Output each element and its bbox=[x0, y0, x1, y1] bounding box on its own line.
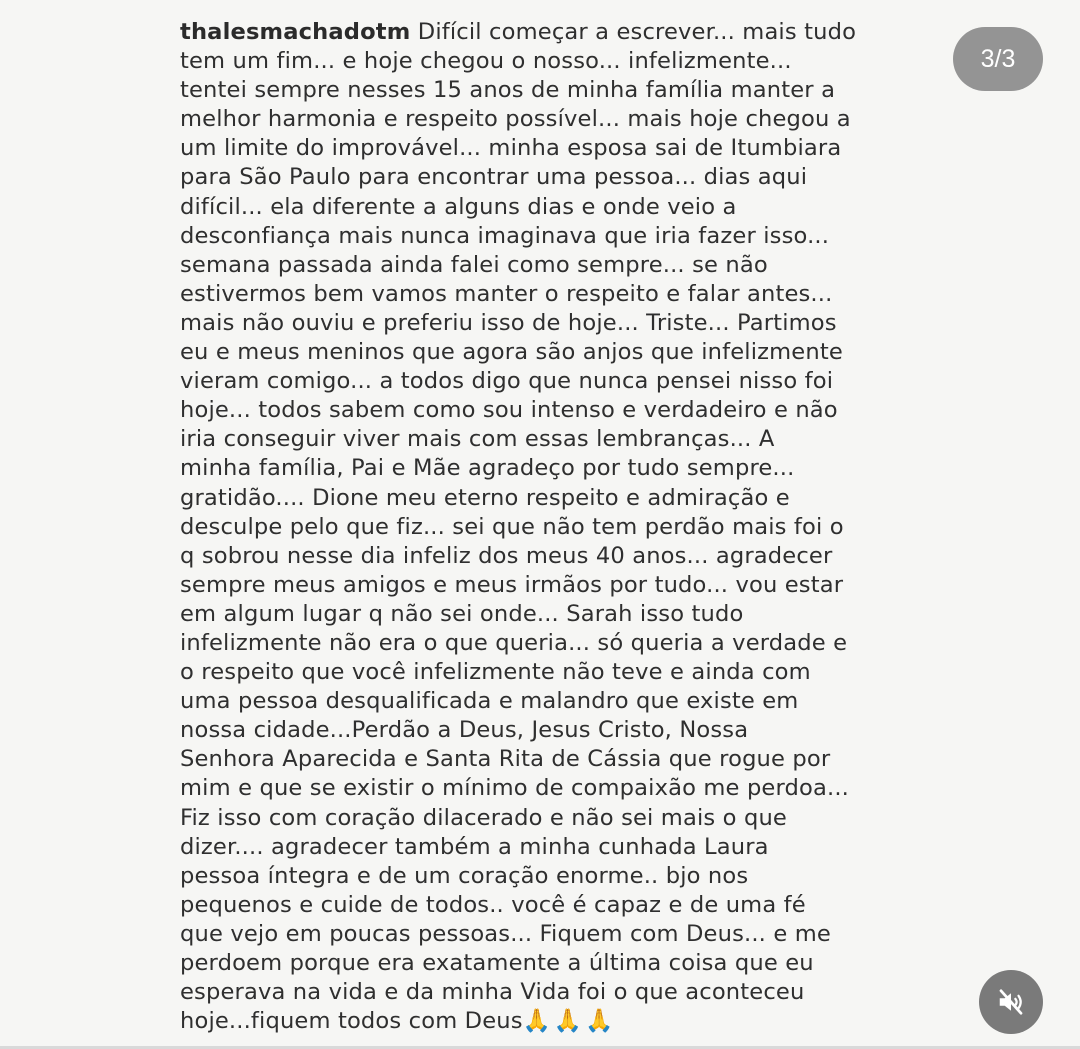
speaker-muted-icon bbox=[996, 987, 1026, 1017]
praying-hands-emoji: 🙏🙏🙏 bbox=[522, 1008, 617, 1035]
caption-lines bbox=[180, 47, 910, 1007]
caption-line: sempre meus amigos e meus irmãos por tudo... vou estar bbox=[180, 571, 844, 598]
caption-line: uma pessoa desqualificada e malandro que existe em bbox=[180, 688, 799, 715]
caption-line: um limite do improvável... minha esposa sai de Itumbiara bbox=[180, 135, 842, 162]
caption-line: perdoem porque era exatamente a última coisa que eu bbox=[180, 950, 814, 976]
caption-line: em algum lugar q não sei onde... Sarah isso tudo bbox=[180, 600, 744, 627]
caption-line: Fiz isso com coração dilacerado e não sei mais o que bbox=[180, 804, 787, 831]
caption-line: infelizmente não era o que queria... só queria a verdade e bbox=[180, 629, 848, 656]
caption-line: mais não ouviu e preferiu isso de hoje... Triste... Partimos bbox=[180, 309, 837, 336]
caption-first-line bbox=[180, 18, 910, 47]
caption-last-line bbox=[180, 1007, 910, 1036]
caption-line: hoje... todos sabem como sou intenso e verdadeiro e não bbox=[180, 397, 838, 424]
caption-line: para São Paulo para encontrar uma pessoa... dias aqui bbox=[180, 164, 808, 191]
caption-line: desculpe pelo que fiz... sei que não tem perdão mais foi o bbox=[180, 513, 844, 540]
caption-line: o respeito que você infelizmente não teve e ainda com bbox=[180, 659, 811, 686]
caption-line: dizer.... agradecer também a minha cunhada Laura bbox=[180, 833, 769, 860]
caption-text: hoje...fiquem todos com Deus bbox=[180, 1008, 523, 1035]
caption-line: melhor harmonia e respeito possível... mais hoje chegou a bbox=[180, 106, 851, 133]
caption-line: semana passada ainda falei como sempre... se não bbox=[180, 251, 768, 278]
caption-line: esperava na vida e da minha Vida foi o que aconteceu bbox=[180, 979, 805, 1006]
caption-line: pessoa íntegra e de um coração enorme.. bjo nos bbox=[180, 862, 749, 889]
caption-line: que vejo em poucas pessoas... Fiquem com Deus... e me bbox=[180, 920, 831, 947]
caption-line: vieram comigo... a todos digo que nunca pensei nisso foi bbox=[180, 368, 834, 395]
mute-button[interactable] bbox=[979, 970, 1043, 1034]
caption-line: gratidão.... Dione meu eterno respeito e admiração e bbox=[180, 484, 790, 511]
caption-text: Difícil começar a escrever... mais tudo bbox=[417, 19, 857, 45]
username[interactable]: thalesmachadotm bbox=[180, 19, 411, 45]
caption-line: mim e que se existir o mínimo de compaixão me perdoa... bbox=[180, 775, 849, 802]
caption-line: estivermos bem vamos manter o respeito e falar antes... bbox=[180, 280, 833, 307]
caption-line: q sobrou nesse dia infeliz dos meus 40 anos... agradecer bbox=[180, 542, 833, 569]
caption-line: iria conseguir viver mais com essas lembranças... A bbox=[180, 426, 775, 453]
caption-line: difícil... ela diferente a alguns dias e onde veio a bbox=[180, 193, 737, 220]
caption-line: minha família, Pai e Mãe agradeço por tudo sempre... bbox=[180, 455, 795, 482]
caption-line: tentei sempre nesses 15 anos de minha família manter a bbox=[180, 77, 836, 104]
caption-line: desconfiança mais nunca imaginava que iria fazer isso... bbox=[180, 222, 830, 249]
caption-line: tem um fim... e hoje chegou o nosso... infelizmente... bbox=[180, 48, 792, 75]
slide-counter: 3/3 bbox=[953, 27, 1043, 91]
caption-line: pequenos e cuide de todos.. você é capaz e de uma fé bbox=[180, 891, 806, 918]
caption-line: Senhora Aparecida e Santa Rita de Cássia que rogue por bbox=[180, 746, 831, 773]
caption-line: eu e meus meninos que agora são anjos que infelizmente bbox=[180, 339, 843, 366]
caption-line: nossa cidade...Perdão a Deus, Jesus Cristo, Nossa bbox=[180, 717, 749, 744]
post-caption bbox=[180, 18, 910, 1036]
